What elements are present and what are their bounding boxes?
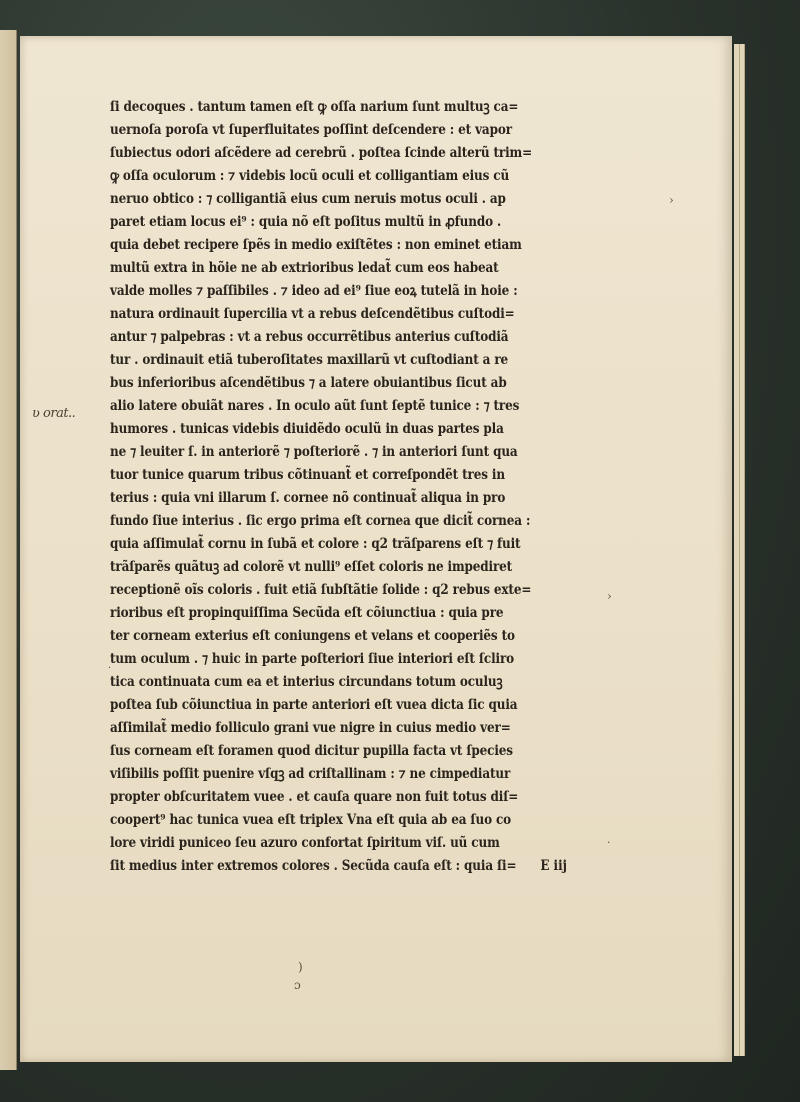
text-line: humores . tunicas videbis diuidẽdo oculũ in duas partes pla [110, 421, 504, 437]
text-line: propter obſcuritatem vuee . et cauſa quare non fuit totus diſ= [110, 789, 519, 805]
text-line: viſibilis poſſit puenire vſqꝫ ad criſtallinam : ⁊ ne cimpediatur [110, 766, 511, 782]
facing-page-edge [0, 30, 17, 1070]
text-line: antur ⁊ palpebras : vt a rebus occurrẽtibus anterius cuſtodiã [110, 329, 509, 345]
text-line: tum oculum . ⁊ huic in parte poſteriori ſiue interiori eſt ſcliro [110, 651, 515, 667]
text-line: poſtea ſub cõiunctiua in parte anteriori eſt vuea dicta ſic quia [110, 697, 518, 713]
text-line: neruo obtico : ⁊ colligantiã eius cum neruis motus oculi . ap [110, 191, 506, 207]
text-line: quia debet recipere ſpẽs in medio exiſtẽtes : non eminet etiam [110, 237, 522, 253]
text-line: fundo ſiue interius . ſic ergo prima eſt cornea que dicit̃ cornea : [110, 513, 531, 529]
text-line: bus inferioribus aſcendẽtibus ⁊ a latere obuiantibus ſicut ab [110, 375, 507, 391]
text-line: tur . ordinauit etiã tuberoſitates maxillarũ vt cuſtodiant a re [110, 352, 509, 368]
marginal-mark: › [669, 193, 674, 207]
text-line: ſi decoques . tantum tamen eſt ꝙ oſſa narium ſunt multuꝫ ca= [110, 99, 519, 115]
text-line: paret etiam locus ei⁹ : quia nõ eſt poſitus multũ in ꝓfundo . [110, 214, 502, 230]
marginal-mark: › [607, 589, 612, 603]
text-line: terius : quia vni illarum ſ. cornee nõ continuat̃ aliqua in pro [110, 490, 506, 506]
text-line: uernoſa poroſa vt ſuperfluitates poſſint deſcendere : et vapor [110, 122, 512, 138]
text-line: natura ordinauit ſupercilia vt a rebus deſcendẽtibus cuſtodi= [110, 306, 515, 322]
marginal-mark: · [108, 663, 112, 674]
text-line: ſus corneam eſt foramen quod dicitur pupilla facta vt ſpecies [110, 743, 513, 759]
text-line: quia aſſimulat̃ cornu in ſubã et colore : q2 trãſparens eſt ⁊ fuit [110, 536, 521, 552]
marginal-annotation: ʋ orat.. [32, 406, 76, 421]
text-line: aſſimilat̃ medio folliculo grani vue nigre in cuius medio ver= [110, 720, 511, 736]
text-line: tica continuata cum ea et interius circundans totum oculuꝫ [110, 674, 503, 690]
text-line: ꝙ oſſa oculorum : ⁊ videbis locũ oculi et colligantiam eius cũ [110, 168, 510, 184]
text-line: ſubiectus odori aſcẽdere ad cerebrũ . poſtea ſcinde alterũ trim= [110, 145, 533, 161]
text-line: tuor tunice quarum tribus cõtinuant̃ et correſpondẽt tres in [110, 467, 505, 483]
page-bottom-mark: ) [298, 960, 303, 974]
text-block [110, 96, 610, 878]
page-stack-edge [740, 44, 745, 1056]
text-line: ne ⁊ leuiter ſ. in anteriorẽ ⁊ poſteriorẽ . ⁊ in anteriori ſunt qua [110, 444, 518, 460]
text-line: trãſparẽs quãtuꝫ ad colorẽ vt nulli⁹ eſſet coloris ne impediret [110, 559, 513, 575]
text-line: multũ extra in hõie ne ab extrioribus ledat̃ cum eos habeat [110, 260, 499, 276]
text-line: alio latere obuiãt nares . In oculo aũt ſunt ſeptẽ tunice : ⁊ tres [110, 398, 520, 414]
marginal-mark: · [607, 836, 611, 849]
text-line: lore viridi puniceo ſeu azuro confortat ſpiritum viſ. uũ cum [110, 835, 500, 851]
text-line: ter corneam exterius eſt coniungens et velans et cooperiẽs to [110, 628, 515, 644]
text-line: valde molles ⁊ paſſibiles . ⁊ ideo ad ei⁹ ſiue eoꝝ tutelã in hoie : [110, 283, 518, 299]
text-line: rioribus eſt propinquiſſima Secũda eſt cõiunctiua : quia pre [110, 605, 504, 621]
text-line: coopert⁹ hac tunica vuea eſt triplex Vna eſt quia ab ea ſuo co [110, 812, 512, 828]
text-line: ſit medius inter extremos colores . Secũda cauſa eſt : quia ſi= [110, 858, 517, 874]
page-bottom-mark: ɔ [294, 978, 301, 992]
signature-mark: E iij [540, 858, 567, 874]
text-line: receptionẽ oĩs coloris . fuit etiã ſubſtãtie ſolide : q2 rebus exte= [110, 582, 532, 598]
